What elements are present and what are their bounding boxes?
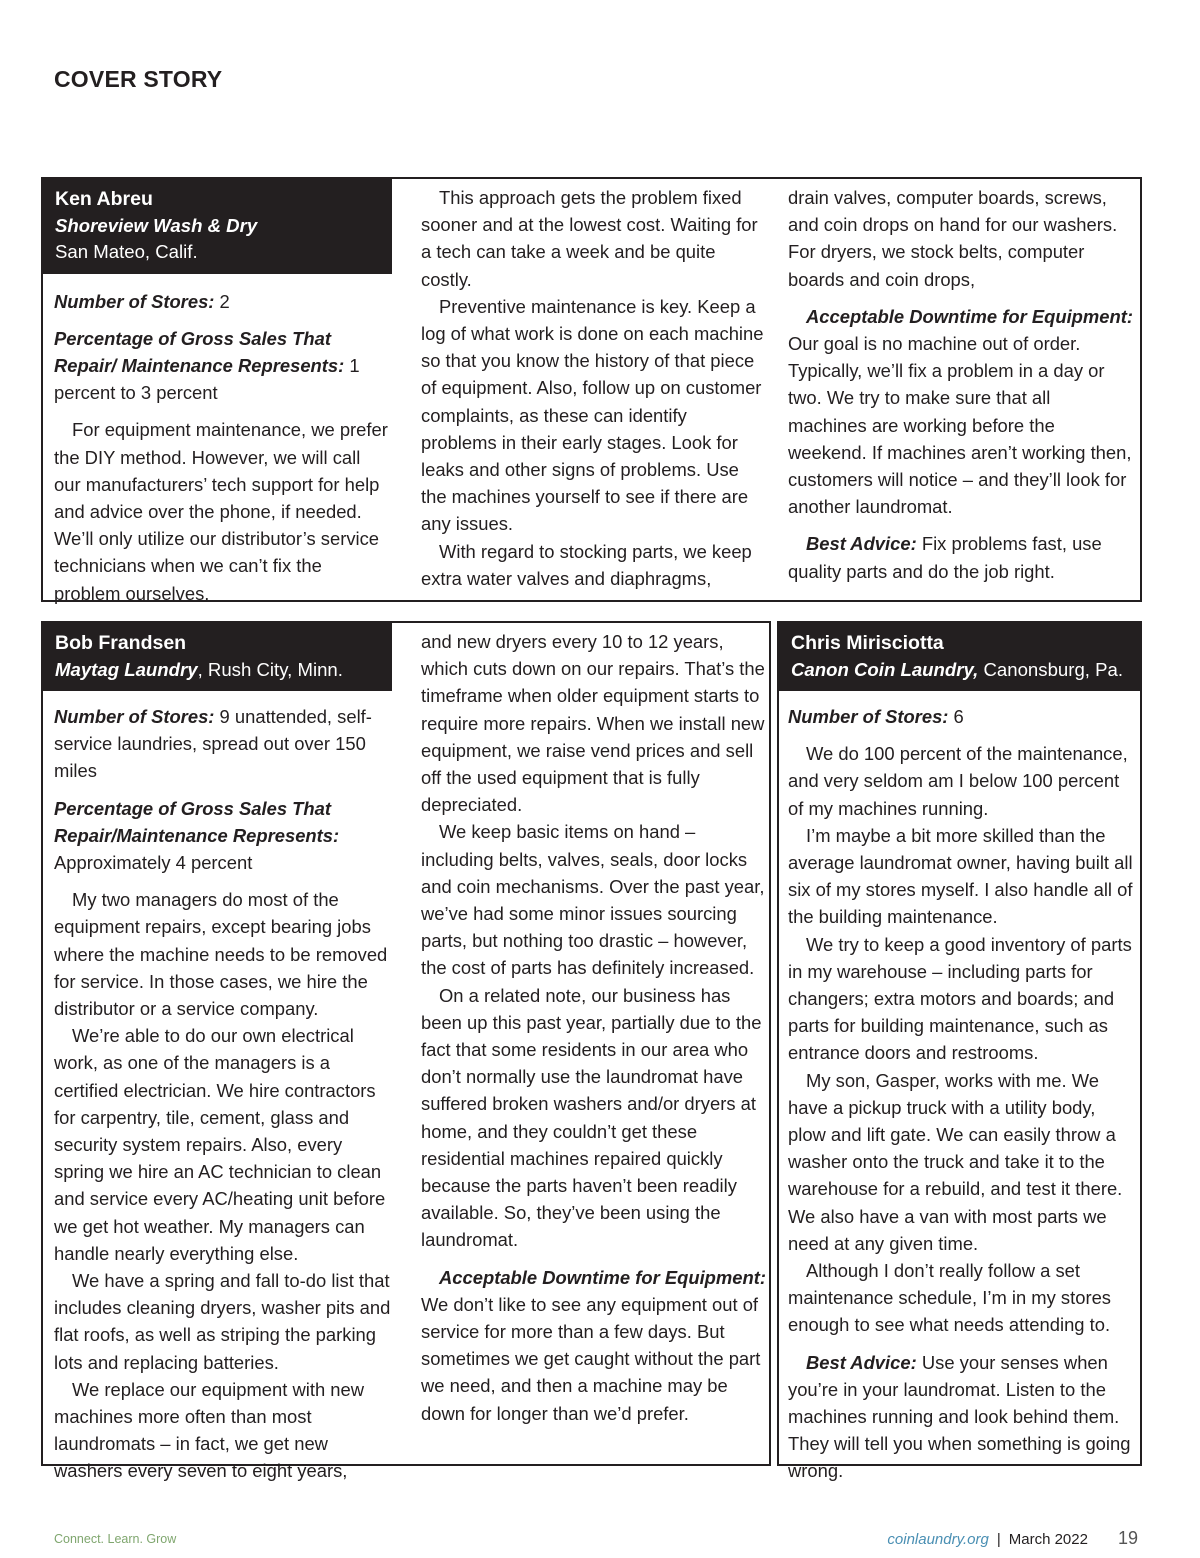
- best-advice-paragraph: Best Advice: Fix problems fast, use quality parts and do the job right.: [788, 533, 1102, 582]
- business-location: Canonsburg, Pa.: [978, 658, 1124, 680]
- body-paragraph: We keep basic items on hand – including belts, valves, seals, door locks and coin mechanisms. Over the past year, we’ve had some minor issues sourcing parts, but nothing too drastic – however, the cost of parts has definitely increased.: [421, 821, 765, 979]
- profile-name: Chris Mirisciotta: [791, 632, 944, 654]
- business-location: San Mateo, Calif.: [55, 241, 198, 262]
- profile-1-header: [43, 179, 392, 274]
- business-name: Maytag Laundry: [55, 658, 198, 680]
- profile-1-col-3: [788, 184, 1133, 585]
- profile-1-col-1: [43, 179, 392, 607]
- stores-line: Number of Stores: 9 unattended, self-service laundries, spread out over 150 miles: [54, 706, 372, 782]
- business-line: [55, 657, 380, 684]
- profile-1-col-2: [421, 184, 766, 592]
- business-name: Canon Coin Laundry,: [791, 658, 979, 680]
- body-paragraph: I’m maybe a bit more skilled than the average laundromat owner, having built all six of my stores myself. I also handle all of the building maintenance.: [788, 824, 1133, 928]
- profile-2-col-2: [421, 628, 766, 1427]
- profile-2-col-1: [43, 623, 392, 1485]
- footer-tagline: Connect. Learn. Grow: [54, 1532, 177, 1546]
- body-paragraph: Preventive maintenance is key. Keep a log of what work is done on each machine so that you know the history of that piece of equipment. Also, follow up on customer complaints, as these can identify problems in their early stages. Look for leaks and other signs of problems. Use the machines yourself to see if there are any issues.: [421, 295, 764, 535]
- body-paragraph: We have a spring and fall to-do list that includes cleaning dryers, washer pits and flat roofs, as well as striping the parking lots and replacing batteries.: [54, 1270, 391, 1373]
- body-paragraph: We’re able to do our own electrical work, as one of the managers is a certified electrician. We hire contractors for carpentry, tile, cement, glass and security system repairs. Also, every spring we hire an AC technician to clean and service every AC/heating unit before we get hot weather. My managers can handle nearly everything else.: [54, 1025, 386, 1264]
- profile-name: Ken Abreu: [55, 188, 153, 210]
- body-paragraph: We replace our equipment with new machines more often than most laundromats – in fact, we get new washers every seven to eight years,: [54, 1378, 365, 1482]
- body-paragraph: This approach gets the problem fixed sooner and at the lowest cost. Waiting for a tech can take a week and be quite costly.: [421, 187, 758, 290]
- body-paragraph: My two managers do most of the equipment repairs, except bearing jobs where the machine needs to be removed for service. In those cases, we hire the distributor or a service company.: [54, 889, 388, 1020]
- footer-separator: |: [996, 1531, 1001, 1548]
- percentage-line: Percentage of Gross Sales That Repair/ Maintenance Represents: 1 percent to 3 percent: [54, 327, 360, 404]
- body-paragraph: Although I don’t really follow a set maintenance schedule, I’m in my stores enough to see what needs attending to.: [788, 1260, 1112, 1336]
- downtime-paragraph: Acceptable Downtime for Equipment: Our goal is no machine out of order. Typically, we’ll fix a problem in a day or two. We try to make sure that all machines are working before the weekend. If machines aren’t working then, customers will notice – and they’ll look for another laundromat.: [788, 305, 1133, 518]
- business-line: [791, 657, 1128, 684]
- stores-line: Number of Stores: 6: [788, 706, 964, 727]
- footer-site-link[interactable]: coinlaundry.org: [887, 1531, 989, 1548]
- body-paragraph: My son, Gasper, works with me. We have a pickup truck with a utility body, plow and lift gate. We can easily throw a washer onto the truck and take it to the warehouse for a rebuild, and test it there. We also have a van with most parts we need at any given time.: [788, 1069, 1123, 1254]
- downtime-paragraph: Acceptable Downtime for Equipment: We don’t like to see any equipment out of service for more than a few days. But sometimes we get caught without the part we need, and then a machine may be down for longer than we’d prefer.: [421, 1266, 766, 1424]
- body-paragraph: and new dryers every 10 to 12 years, which cuts down on our repairs. That’s the timeframe when older equipment starts to require more repairs. When we install new equipment, we raise vend prices and sell off the used equipment that is fully depreciated.: [421, 631, 765, 816]
- body-paragraph: drain valves, computer boards, screws, and coin drops on hand for our washers. For dryers, we stock belts, computer boards and coin drops,: [788, 187, 1118, 290]
- body-paragraph: On a related note, our business has been up this past year, partially due to the fact that some residents in our area who don’t normally use the laundromat have suffered broken washers and/or dryers at home, and they couldn’t get these residential machines repaired quickly because the parts haven’t been readily available. So, they’ve been using the laundromat.: [421, 984, 762, 1251]
- body-paragraph: For equipment maintenance, we prefer the DIY method. However, we will call our manufacturers’ tech support for help and advice over the phone, if needed. We’ll only utilize our distributor’s service technicians when we can’t fix the problem ourselves.: [54, 419, 388, 604]
- body-paragraph: With regard to stocking parts, we keep extra water valves and diaphragms,: [421, 540, 752, 589]
- profile-3-col: [779, 623, 1140, 1485]
- percentage-line: Percentage of Gross Sales That Repair/Maintenance Represents: Approximately 4 percent: [54, 797, 340, 874]
- page-number: 19: [1117, 1528, 1138, 1548]
- body-paragraph: We do 100 percent of the maintenance, and very seldom am I below 100 percent of my machines running.: [788, 743, 1128, 819]
- profile-3-header: [779, 623, 1140, 691]
- stores-line: Number of Stores: 2: [54, 290, 230, 312]
- best-advice-paragraph: Best Advice: Use your senses when you’re in your laundromat. Listen to the machines running and look behind them. They will tell you when something is going wrong.: [788, 1351, 1131, 1482]
- section-label: COVER STORY: [54, 66, 223, 92]
- profile-2-header: [43, 623, 392, 691]
- business-name: Shoreview Wash & Dry: [55, 214, 258, 236]
- footer-info: [887, 1528, 1138, 1549]
- body-paragraph: We try to keep a good inventory of parts in my warehouse – including parts for changers; extra motors and boards; and parts for building maintenance, such as entrance doors and restrooms.: [788, 933, 1132, 1064]
- footer-issue: March 2022: [1008, 1531, 1088, 1548]
- business-location: , Rush City, Minn.: [197, 658, 343, 680]
- profile-name: Bob Frandsen: [55, 632, 187, 654]
